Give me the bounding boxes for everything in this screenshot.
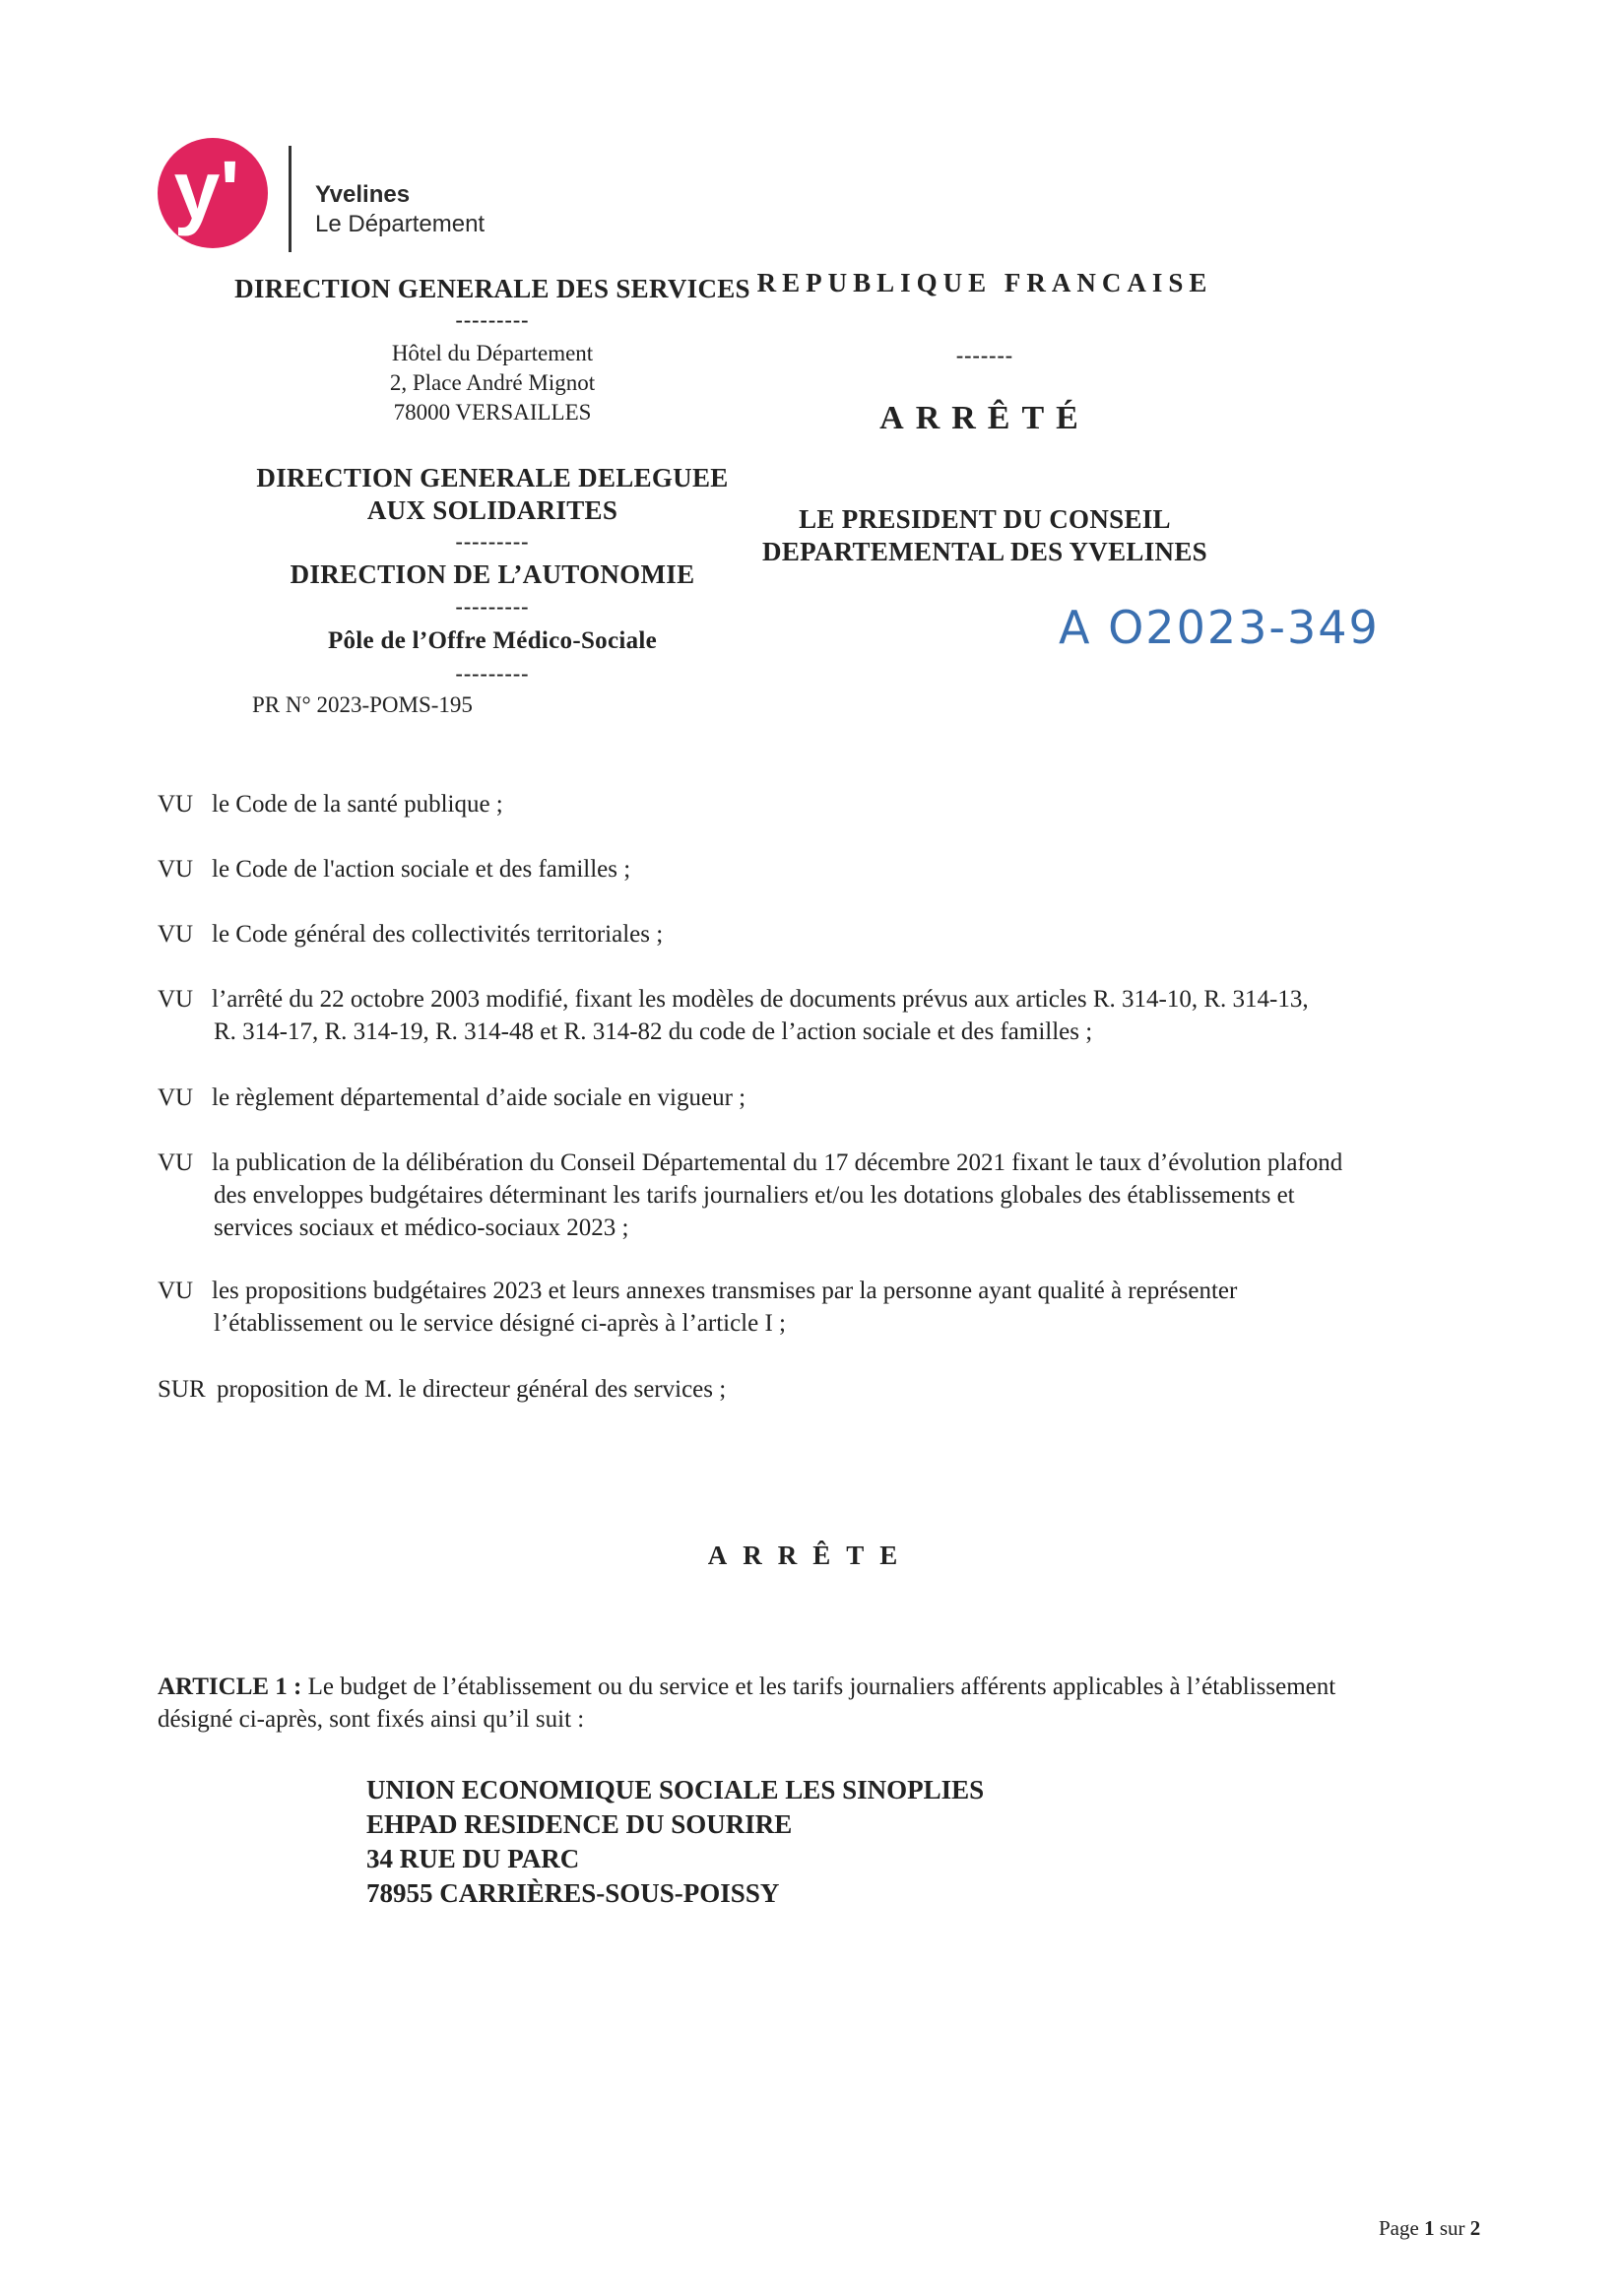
republique-heading: REPUBLIQUE FRANCAISE [756, 268, 1213, 297]
separator: --------- [455, 661, 530, 686]
logo-divider [289, 146, 292, 252]
separator: --------- [455, 307, 530, 332]
address-line-3: 78000 VERSAILLES [393, 400, 592, 425]
visa-item: VU le règlement départemental d’aide sociale en vigueur ; [158, 1084, 746, 1111]
dgs-heading: DIRECTION GENERALE DES SERVICES [234, 274, 750, 303]
visa-item: VU la publication de la délibération du Conseil Départemental du 17 décembre 2021 fixant le taux d’évolution plafond des enveloppes budgétaires déterminant les tarifs journaliers et/ou les dotations globales des établissements et services sociaux et médico-sociaux 2023 ; [158, 1149, 1343, 1241]
address-line-1: Hôtel du Département [391, 341, 594, 365]
establishment-name: EHPAD RESIDENCE DU SOURIRE [366, 1809, 793, 1839]
separator: --------- [455, 594, 530, 619]
establishment-street: 34 RUE DU PARC [366, 1844, 580, 1873]
separator: ------- [955, 343, 1014, 367]
visa-item-sur: SUR proposition de M. le directeur général des services ; [158, 1376, 727, 1403]
article-1: ARTICLE 1 : Le budget de l’établissement ou du service et les tarifs journaliers afférents applicables à l’établissement désigné ci-après, sont fixés ainsi qu’il suit : [158, 1673, 1336, 1733]
page-number: 1 [1424, 2216, 1435, 2240]
page-total: 2 [1469, 2216, 1481, 2240]
president-line-2: DEPARTEMENTAL DES YVELINES [762, 537, 1207, 566]
visa-item: VU les propositions budgétaires 2023 et leurs annexes transmises par la personne ayant qualité à représenter l’établissement ou le service désigné ci-après à l’article I ; [158, 1278, 1238, 1337]
dgd-heading-2: AUX SOLIDARITES [366, 495, 618, 525]
president-line-1: LE PRESIDENT DU CONSEIL [799, 504, 1171, 534]
establishment-org: UNION ECONOMIQUE SOCIALE LES SINOPLIES [366, 1775, 985, 1804]
visa-item: VU l’arrêté du 22 octobre 2003 modifié, fixant les modèles de documents prévus aux articles R. 314-10, R. 314-13, R. 314-17, R. 314-19, R. 314-48 et R. 314-82 du code de l’action sociale et des familles ; [158, 986, 1309, 1045]
arrete-decision-heading: ARRÊTE [707, 1541, 914, 1570]
visa-item: VU le Code de l'action sociale et des familles ; [158, 856, 631, 883]
establishment-city: 78955 CARRIÈRES-SOUS-POISSY [366, 1878, 780, 1908]
visa-item: VU le Code général des collectivités territoriales ; [158, 921, 664, 948]
page-footer: Page 1 sur 2 [1379, 2216, 1481, 2240]
establishment-address [366, 1773, 984, 1911]
visa-item: VU le Code de la santé publique ; [158, 791, 503, 818]
logo-subtitle: Le Département [315, 211, 486, 237]
pr-number: PR N° 2023-POMS-195 [252, 692, 473, 717]
article-1-label: ARTICLE 1 : [158, 1673, 302, 1700]
pole-heading: Pôle de l’Offre Médico-Sociale [327, 627, 658, 654]
logo-mark: y' [173, 144, 240, 236]
handwritten-reference: A O2023-349 [1059, 601, 1380, 654]
dgd-heading-1: DIRECTION GENERALE DELEGUEE [256, 463, 729, 492]
autonomie-heading: DIRECTION DE L’AUTONOMIE [290, 559, 695, 589]
address-line-2: 2, Place André Mignot [389, 370, 596, 395]
separator: --------- [455, 529, 530, 554]
arrete-title: ARRÊTÉ [879, 400, 1090, 436]
logo-title: Yvelines [315, 181, 411, 208]
logo-y-icon [158, 138, 268, 248]
